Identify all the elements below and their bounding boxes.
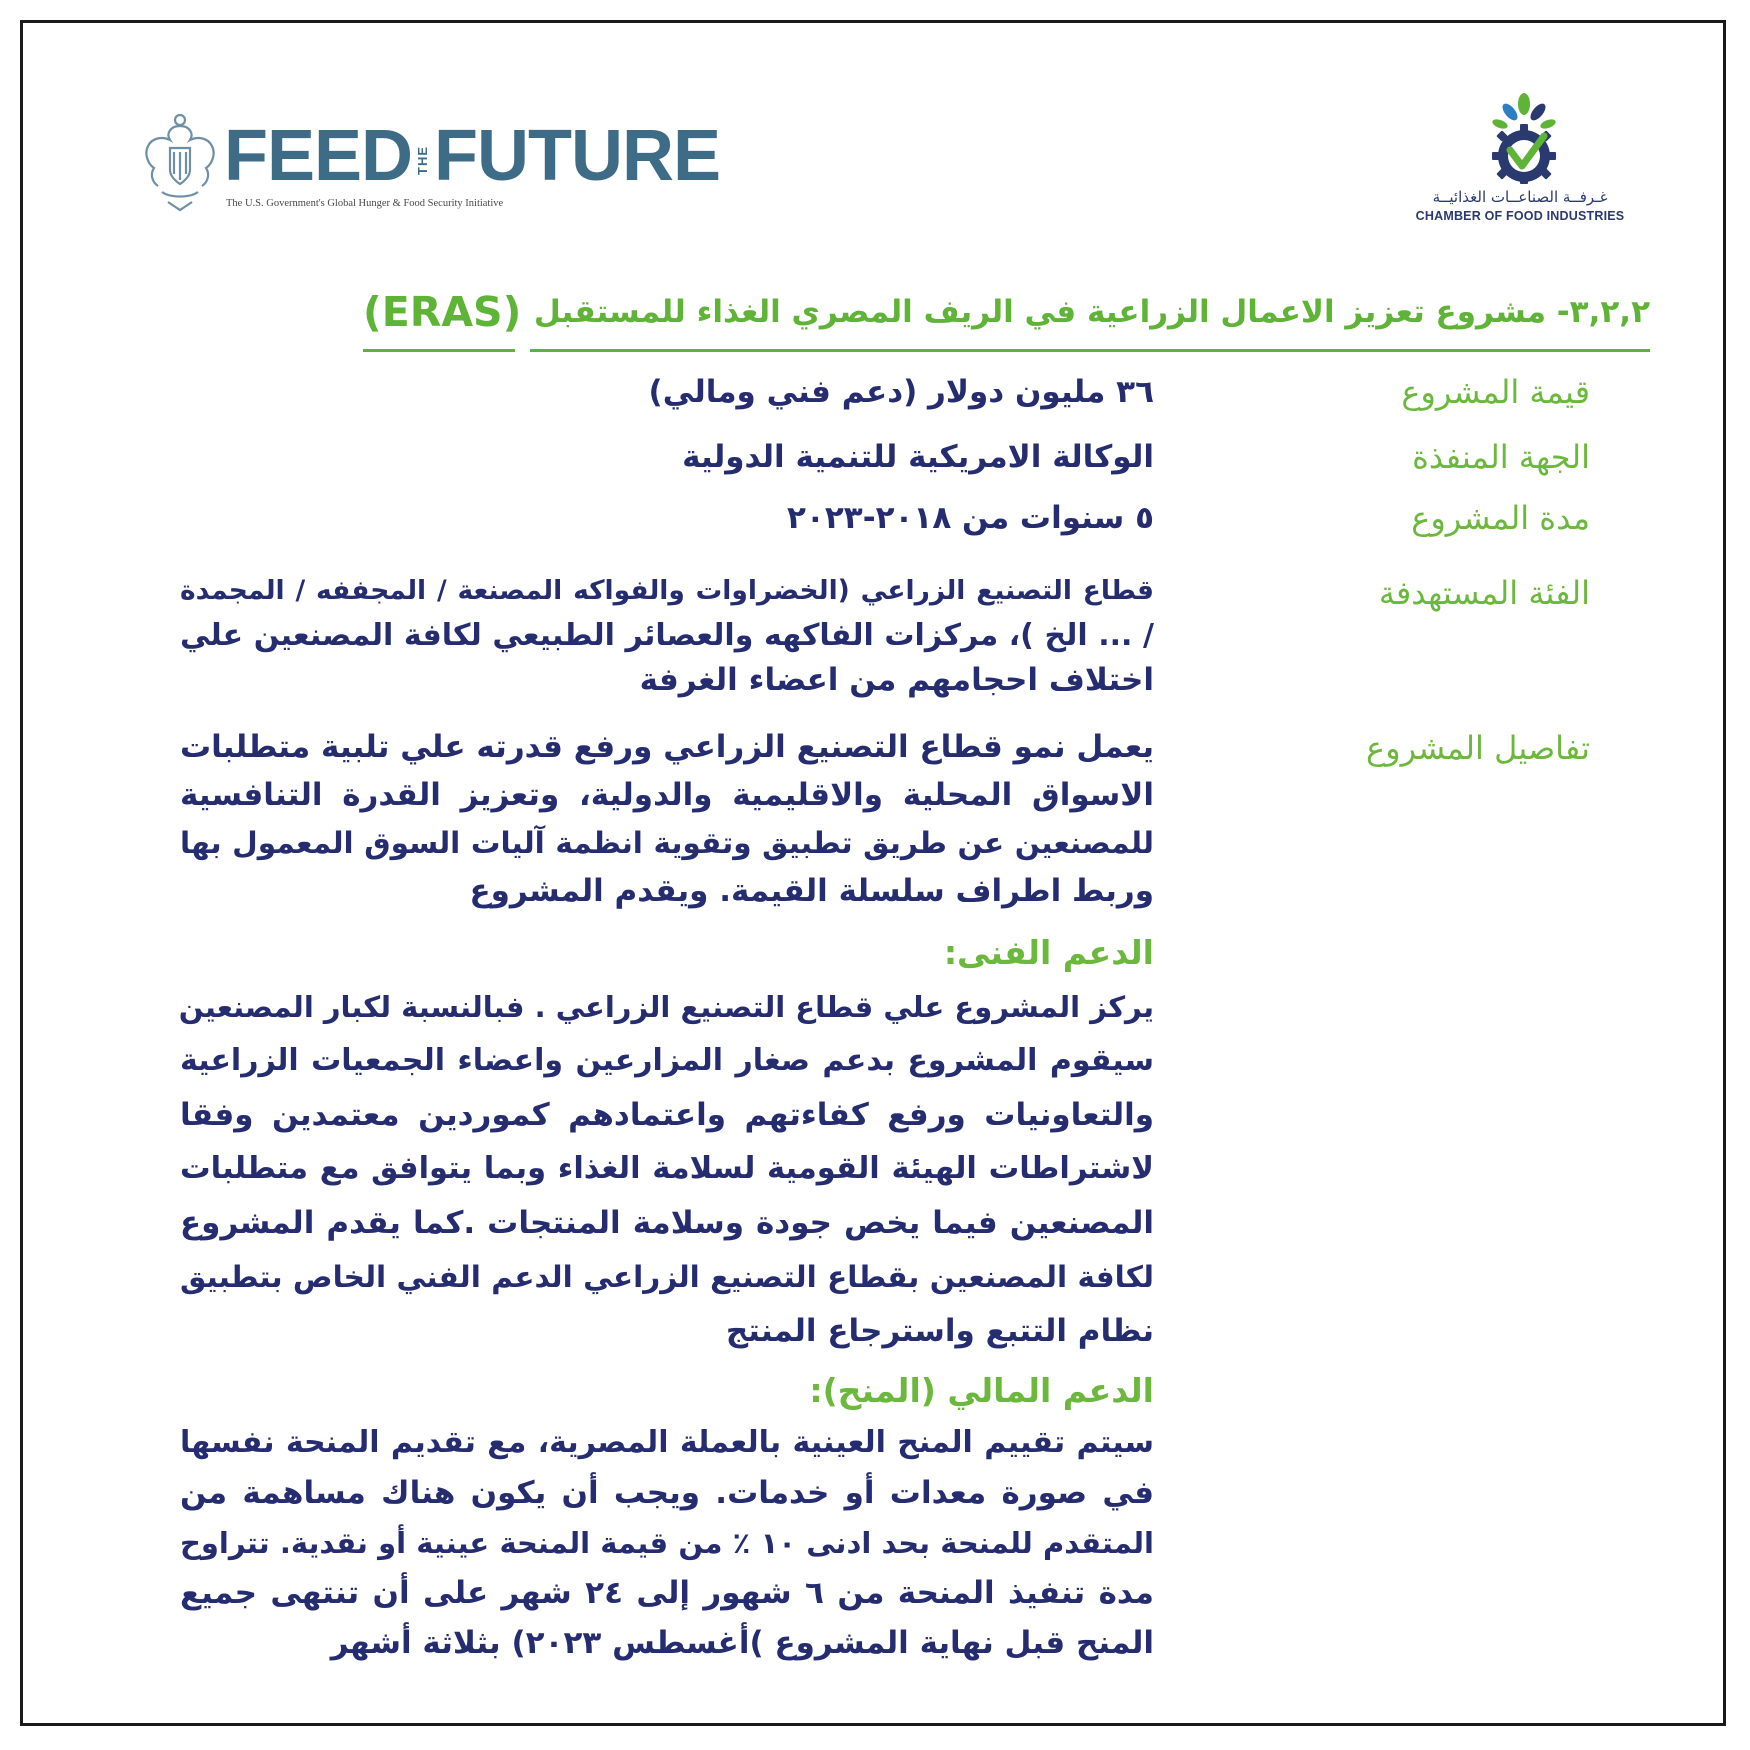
details-line: للمصنعين عن طريق تطبيق وتقوية انظمة آليات السوق المعمول بها bbox=[180, 826, 1154, 860]
feed-the-future-tagline: The U.S. Government's Global Hunger & Food Security Initiative bbox=[226, 198, 504, 209]
technical-support-text bbox=[180, 980, 1154, 1358]
label-project-value: قيمة المشروع bbox=[1401, 373, 1590, 411]
feed-the-future-wordmark: FEED THEFUTURE bbox=[224, 116, 721, 196]
financial-line: في صورة معدات أو خدمات. ويجب أن يكون هناك مساهمة من bbox=[180, 1475, 1154, 1511]
financial-line: المتقدم للمنحة بحد ادنى ١٠ ٪ من قيمة المنحة عينية أو نقدية. تتراوح bbox=[180, 1526, 1154, 1560]
technical-line: لاشتراطات الهيئة القومية لسلامة الغذاء وبما يتوافق مع متطلبات bbox=[180, 1151, 1154, 1186]
section-heading-abbreviation: (ERAS) bbox=[363, 288, 522, 336]
chamber-name-arabic: غـرفــة الصناعــات الغذائيــة bbox=[1432, 188, 1608, 206]
value-target-group bbox=[180, 568, 1154, 703]
value-project-details bbox=[180, 723, 1154, 915]
value-project-duration: ٥ سنوات من ٢٠١٨-٢٠٢٣ bbox=[787, 500, 1154, 536]
technical-line: سيقوم المشروع بدعم صغار المزارعين واعضاء الجمعيات الزراعية bbox=[180, 1043, 1154, 1078]
gear-leaf-icon bbox=[1480, 92, 1568, 184]
details-line: وربط اطراف سلسلة القيمة. ويقدم المشروع bbox=[469, 873, 1154, 909]
label-project-duration: مدة المشروع bbox=[1411, 499, 1590, 537]
section-heading-title: ٣,٢,٢- مشروع تعزيز الاعمال الزراعية في الريف المصري الغذاء للمستقبل bbox=[533, 294, 1650, 330]
technical-line: نظام التتبع واسترجاع المنتج bbox=[725, 1313, 1154, 1349]
chamber-name-english: CHAMBER OF FOOD INDUSTRIES bbox=[1415, 209, 1625, 223]
heading-abbr-underline bbox=[363, 349, 515, 352]
technical-line: المصنعين فيما يخص جودة وسلامة المنتجات .كما يقدم المشروع bbox=[180, 1205, 1154, 1241]
financial-line: سيتم تقييم المنح العينية بالعملة المصرية، مع تقديم المنحة نفسها bbox=[180, 1425, 1154, 1460]
technical-line: والتعاونيات ورفع كفاءتهم واعتمادهم كموردين معتمدين وفقا bbox=[180, 1097, 1154, 1133]
technical-support-title: الدعم الفنى: bbox=[943, 933, 1154, 972]
technical-line: لكافة المصنعين بقطاع التصنيع الزراعي الدعم الفني الخاص بتطبيق bbox=[180, 1260, 1154, 1294]
details-line: الاسواق المحلية والاقليمية والدولية، وتعزيز القدرة التنافسية bbox=[180, 777, 1154, 813]
target-line: اختلاف احجامهم من اعضاء الغرفة bbox=[639, 662, 1154, 698]
label-project-details: تفاصيل المشروع bbox=[1366, 729, 1590, 767]
target-line: / ... الخ )، مركزات الفاكهه والعصائر الطبيعي لكافة المصنعين علي bbox=[180, 618, 1154, 653]
financial-line: مدة تنفيذ المنحة من ٦ شهور إلى ٢٤ شهر على أن تنتهى جميع bbox=[180, 1575, 1154, 1611]
section-heading bbox=[110, 282, 1650, 352]
us-great-seal-icon bbox=[140, 112, 220, 214]
label-implementing-agency: الجهة المنفذة bbox=[1412, 438, 1590, 476]
feed-the-future-logo bbox=[140, 112, 721, 222]
heading-underline bbox=[530, 349, 1650, 352]
financial-support-title: الدعم المالي (المنح): bbox=[809, 1371, 1154, 1410]
details-line: يعمل نمو قطاع التصنيع الزراعي ورفع قدرته علي تلبية متطلبات bbox=[180, 729, 1154, 765]
financial-line: المنح قبل نهاية المشروع )أغسطس ٢٠٢٣) بثلاثة أشهر bbox=[330, 1625, 1154, 1661]
value-project-value: ٣٦ مليون دولار (دعم فني ومالي) bbox=[648, 374, 1154, 410]
financial-support-text bbox=[180, 1418, 1154, 1668]
target-line: قطاع التصنيع الزراعي (الخضراوات والفواكه المصنعة / المجففه / المجمدة bbox=[180, 575, 1154, 606]
chamber-of-food-industries-logo bbox=[1400, 92, 1640, 232]
label-target-group: الفئة المستهدفة bbox=[1378, 574, 1590, 612]
value-implementing-agency: الوكالة الامريكية للتنمية الدولية bbox=[682, 439, 1154, 475]
technical-line: يركز المشروع علي قطاع التصنيع الزراعي . فبالنسبة لكبار المصنعين bbox=[178, 990, 1154, 1024]
